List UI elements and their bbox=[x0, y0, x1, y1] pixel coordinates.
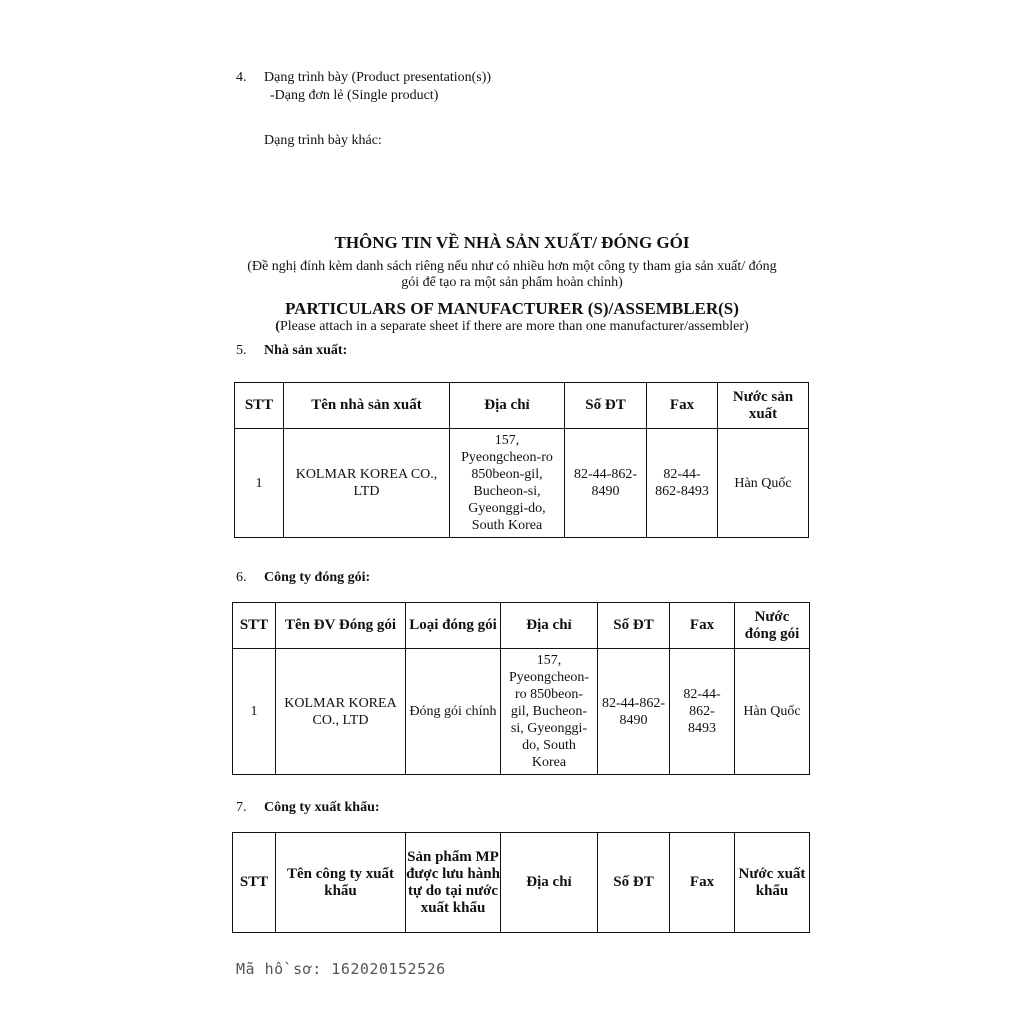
manufacturer-title-vi: THÔNG TIN VỀ NHÀ SẢN XUẤT/ ĐÓNG GÓI bbox=[334, 233, 690, 252]
cell-fax: 82-44-862-8493 bbox=[670, 649, 735, 775]
table-header-row bbox=[233, 833, 810, 933]
section-7-number: 7. bbox=[236, 800, 247, 815]
header-country: Nước sản xuất bbox=[718, 383, 809, 429]
cell-address: 157, Pyeongcheon-ro 850beon-gil, Bucheon-si, Gyeonggi-do, South Korea bbox=[501, 649, 598, 775]
header-address: Địa chỉ bbox=[450, 383, 565, 429]
exporter-table bbox=[232, 832, 810, 933]
manufacturer-title-en: PARTICULARS OF MANUFACTURER (S)/ASSEMBLER(S) bbox=[285, 299, 739, 318]
cell-fax: 82-44-862-8493 bbox=[647, 429, 718, 538]
packager-table bbox=[232, 602, 810, 775]
table-header-row bbox=[235, 383, 809, 429]
section-6-title: Công ty đóng gói: bbox=[264, 570, 371, 585]
section-5-title: Nhà sản xuất: bbox=[264, 343, 348, 358]
manufacturer-table bbox=[234, 382, 809, 538]
header-fax: Fax bbox=[670, 603, 735, 649]
note-en-open-paren: ( bbox=[275, 319, 280, 334]
header-address: Địa chỉ bbox=[501, 833, 598, 933]
other-presentation-line: Dạng trình bày khác: bbox=[264, 133, 382, 148]
header-stt: STT bbox=[233, 603, 276, 649]
cell-phone: 82-44-862-8490 bbox=[598, 649, 670, 775]
header-stt: STT bbox=[235, 383, 284, 429]
cell-stt: 1 bbox=[235, 429, 284, 538]
header-phone: Số ĐT bbox=[565, 383, 647, 429]
section-5-number: 5. bbox=[236, 343, 247, 358]
single-product-line: -Dạng đơn lẻ (Single product) bbox=[270, 88, 439, 103]
manufacturer-note-vi-2: gói để tạo ra một sản phẩm hoàn chỉnh) bbox=[401, 275, 623, 290]
header-country: Nước đóng gói bbox=[735, 603, 810, 649]
note-en-text: Please attach in a separate sheet if there are more than one manufacturer/assembler) bbox=[279, 319, 749, 334]
header-packager-name: Tên ĐV Đóng gói bbox=[276, 603, 406, 649]
cell-country: Hàn Quốc bbox=[735, 649, 810, 775]
header-stt: STT bbox=[233, 833, 276, 933]
table-row bbox=[235, 429, 809, 538]
section-6-heading bbox=[236, 569, 370, 587]
section-7-title: Công ty xuất khẩu: bbox=[264, 800, 380, 815]
header-phone: Số ĐT bbox=[598, 833, 670, 933]
manufacturer-note-vi-1: (Đề nghị đính kèm danh sách riêng nếu như có nhiều hơn một công ty tham gia sản xuất/ đóng bbox=[247, 259, 777, 274]
header-manufacturer-name: Tên nhà sản xuất bbox=[284, 383, 450, 429]
header-exporter-name: Tên công ty xuất khẩu bbox=[276, 833, 406, 933]
header-fax: Fax bbox=[647, 383, 718, 429]
cell-manufacturer-name: KOLMAR KOREA CO., LTD bbox=[284, 429, 450, 538]
header-export-country: Nước xuất khẩu bbox=[735, 833, 810, 933]
cell-packager-name: KOLMAR KOREA CO., LTD bbox=[276, 649, 406, 775]
section-4-title: Dạng trình bày (Product presentation(s)) bbox=[264, 70, 492, 85]
section-5-heading bbox=[236, 342, 347, 360]
cell-phone: 82-44-862-8490 bbox=[565, 429, 647, 538]
header-phone: Số ĐT bbox=[598, 603, 670, 649]
section-4-heading bbox=[236, 69, 491, 87]
table-row bbox=[233, 649, 810, 775]
table-header-row bbox=[233, 603, 810, 649]
cell-address: 157, Pyeongcheon-ro 850beon-gil, Bucheon-si, Gyeonggi-do, South Korea bbox=[450, 429, 565, 538]
header-packaging-type: Loại đóng gói bbox=[406, 603, 501, 649]
manufacturer-note-en bbox=[180, 318, 844, 335]
section-7-heading bbox=[236, 799, 380, 817]
header-address: Địa chỉ bbox=[501, 603, 598, 649]
header-free-sale-product: Sản phẩm MP được lưu hành tự do tại nước xuất khẩu bbox=[406, 833, 501, 933]
cell-stt: 1 bbox=[233, 649, 276, 775]
dossier-code: Mã hồ sơ: 162020152526 bbox=[236, 960, 446, 978]
header-fax: Fax bbox=[670, 833, 735, 933]
section-4-number: 4. bbox=[236, 70, 247, 85]
cell-packaging-type: Đóng gói chính bbox=[406, 649, 501, 775]
cell-country: Hàn Quốc bbox=[718, 429, 809, 538]
section-6-number: 6. bbox=[236, 570, 247, 585]
